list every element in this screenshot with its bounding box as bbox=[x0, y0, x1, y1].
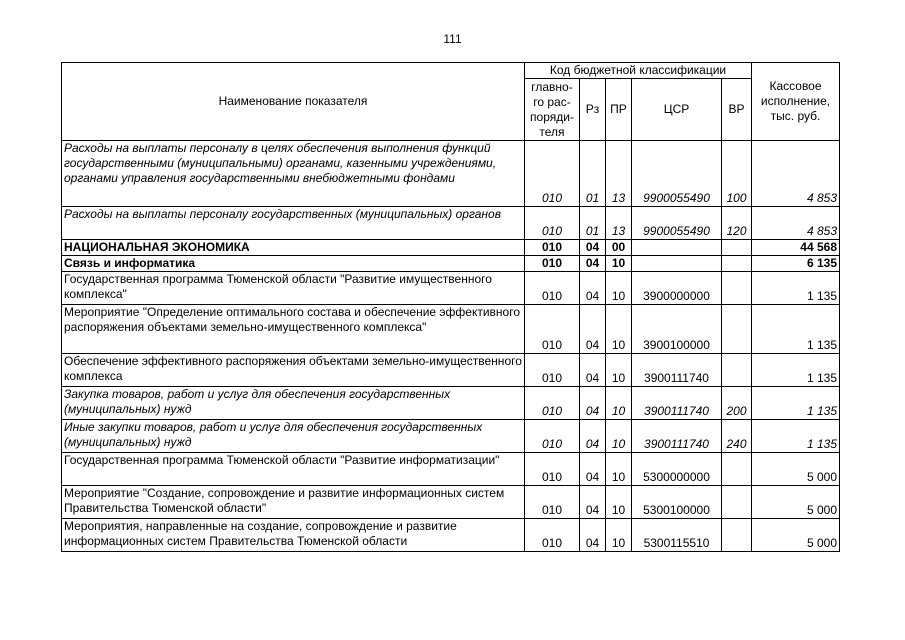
row-name: Мероприятие "Создание, сопровождение и развитие информационных систем Правительства Тюменской области" bbox=[62, 486, 525, 519]
table-row bbox=[62, 354, 840, 387]
row-rz: 04 bbox=[580, 305, 606, 354]
row-glavn: 010 bbox=[525, 305, 580, 354]
row-vr bbox=[722, 519, 752, 552]
row-csr: 5300100000 bbox=[632, 486, 722, 519]
row-csr: 3900111740 bbox=[632, 420, 722, 453]
header-glavn: главно-го рас-поряди-теля bbox=[525, 79, 580, 141]
table-row bbox=[62, 519, 840, 552]
row-rz: 01 bbox=[580, 141, 606, 207]
row-pr: 00 bbox=[606, 240, 632, 256]
row-amount: 1 135 bbox=[752, 387, 840, 420]
header-amount: Кассовое исполнение, тыс. руб. bbox=[752, 63, 840, 141]
row-csr bbox=[632, 240, 722, 256]
row-name: НАЦИОНАЛЬНАЯ ЭКОНОМИКА bbox=[62, 240, 525, 256]
header-pr: ПР bbox=[606, 79, 632, 141]
row-amount: 1 135 bbox=[752, 354, 840, 387]
row-pr: 10 bbox=[606, 387, 632, 420]
row-csr: 9900055490 bbox=[632, 141, 722, 207]
row-amount: 5 000 bbox=[752, 453, 840, 486]
row-vr bbox=[722, 256, 752, 272]
row-csr bbox=[632, 256, 722, 272]
row-amount: 1 135 bbox=[752, 272, 840, 305]
page-number: 111 bbox=[443, 32, 462, 46]
row-csr: 3900100000 bbox=[632, 305, 722, 354]
row-name: Расходы на выплаты персоналу государственных (муниципальных) органов bbox=[62, 207, 525, 240]
row-rz: 04 bbox=[580, 272, 606, 305]
row-name: Государственная программа Тюменской области "Развитие информатизации" bbox=[62, 453, 525, 486]
row-pr: 10 bbox=[606, 453, 632, 486]
table-row bbox=[62, 486, 840, 519]
table-row bbox=[62, 305, 840, 354]
row-csr: 3900111740 bbox=[632, 387, 722, 420]
row-csr: 3900111740 bbox=[632, 354, 722, 387]
row-glavn: 010 bbox=[525, 519, 580, 552]
row-name: Обеспечение эффективного распоряжения объектами земельно-имущественного комплекса bbox=[62, 354, 525, 387]
table-row bbox=[62, 272, 840, 305]
row-pr: 13 bbox=[606, 207, 632, 240]
header-name: Наименование показателя bbox=[62, 63, 525, 141]
row-rz: 04 bbox=[580, 354, 606, 387]
row-glavn: 010 bbox=[525, 141, 580, 207]
row-amount: 1 135 bbox=[752, 420, 840, 453]
row-pr: 13 bbox=[606, 141, 632, 207]
header-vr: ВР bbox=[722, 79, 752, 141]
row-glavn: 010 bbox=[525, 420, 580, 453]
table-body bbox=[62, 141, 840, 552]
row-vr bbox=[722, 486, 752, 519]
header-code-group: Код бюджетной классификации bbox=[525, 63, 752, 79]
table-row bbox=[62, 453, 840, 486]
row-name: Расходы на выплаты персоналу в целях обеспечения выполнения функций государственными (муниципальными) органами, казенными учреждениями, органами управления государственными внебюджетными фондами bbox=[62, 141, 525, 207]
row-vr: 120 bbox=[722, 207, 752, 240]
row-name: Мероприятие "Определение оптимального состава и обеспечение эффективного распоряжения объектами земельно-имущественного комплекса" bbox=[62, 305, 525, 354]
row-csr: 5300000000 bbox=[632, 453, 722, 486]
row-vr bbox=[722, 272, 752, 305]
row-csr: 5300115510 bbox=[632, 519, 722, 552]
row-glavn: 010 bbox=[525, 387, 580, 420]
row-glavn: 010 bbox=[525, 486, 580, 519]
row-amount: 5 000 bbox=[752, 486, 840, 519]
row-vr: 200 bbox=[722, 387, 752, 420]
row-glavn: 010 bbox=[525, 354, 580, 387]
budget-table bbox=[61, 62, 840, 552]
row-rz: 04 bbox=[580, 519, 606, 552]
row-rz: 04 bbox=[580, 387, 606, 420]
row-pr: 10 bbox=[606, 256, 632, 272]
header-csr: ЦСР bbox=[632, 79, 722, 141]
row-name: Государственная программа Тюменской области "Развитие имущественного комплекса" bbox=[62, 272, 525, 305]
row-pr: 10 bbox=[606, 272, 632, 305]
row-vr bbox=[722, 453, 752, 486]
header-rz: Рз bbox=[580, 79, 606, 141]
row-amount: 44 568 bbox=[752, 240, 840, 256]
row-rz: 04 bbox=[580, 453, 606, 486]
row-vr: 100 bbox=[722, 141, 752, 207]
row-rz: 04 bbox=[580, 420, 606, 453]
row-pr: 10 bbox=[606, 305, 632, 354]
row-amount: 4 853 bbox=[752, 141, 840, 207]
row-rz: 04 bbox=[580, 240, 606, 256]
row-amount: 6 135 bbox=[752, 256, 840, 272]
row-csr: 3900000000 bbox=[632, 272, 722, 305]
row-vr bbox=[722, 240, 752, 256]
table-row bbox=[62, 387, 840, 420]
row-rz: 04 bbox=[580, 486, 606, 519]
row-glavn: 010 bbox=[525, 272, 580, 305]
row-glavn: 010 bbox=[525, 453, 580, 486]
row-amount: 4 853 bbox=[752, 207, 840, 240]
row-name: Иные закупки товаров, работ и услуг для обеспечения государственных (муниципальных) нужд bbox=[62, 420, 525, 453]
row-csr: 9900055490 bbox=[632, 207, 722, 240]
row-glavn: 010 bbox=[525, 207, 580, 240]
row-pr: 10 bbox=[606, 519, 632, 552]
row-name: Связь и информатика bbox=[62, 256, 525, 272]
row-glavn: 010 bbox=[525, 240, 580, 256]
table-row bbox=[62, 256, 840, 272]
table-row bbox=[62, 207, 840, 240]
row-rz: 04 bbox=[580, 256, 606, 272]
row-glavn: 010 bbox=[525, 256, 580, 272]
row-name: Закупка товаров, работ и услуг для обеспечения государственных (муниципальных) нужд bbox=[62, 387, 525, 420]
table-row bbox=[62, 420, 840, 453]
row-pr: 10 bbox=[606, 354, 632, 387]
table-row bbox=[62, 240, 840, 256]
row-name: Мероприятия, направленные на создание, сопровождение и развитие информационных систем Правительства Тюменской области bbox=[62, 519, 525, 552]
row-pr: 10 bbox=[606, 420, 632, 453]
row-amount: 1 135 bbox=[752, 305, 840, 354]
row-rz: 01 bbox=[580, 207, 606, 240]
row-vr bbox=[722, 354, 752, 387]
row-vr: 240 bbox=[722, 420, 752, 453]
row-vr bbox=[722, 305, 752, 354]
row-amount: 5 000 bbox=[752, 519, 840, 552]
row-pr: 10 bbox=[606, 486, 632, 519]
table-row bbox=[62, 141, 840, 207]
